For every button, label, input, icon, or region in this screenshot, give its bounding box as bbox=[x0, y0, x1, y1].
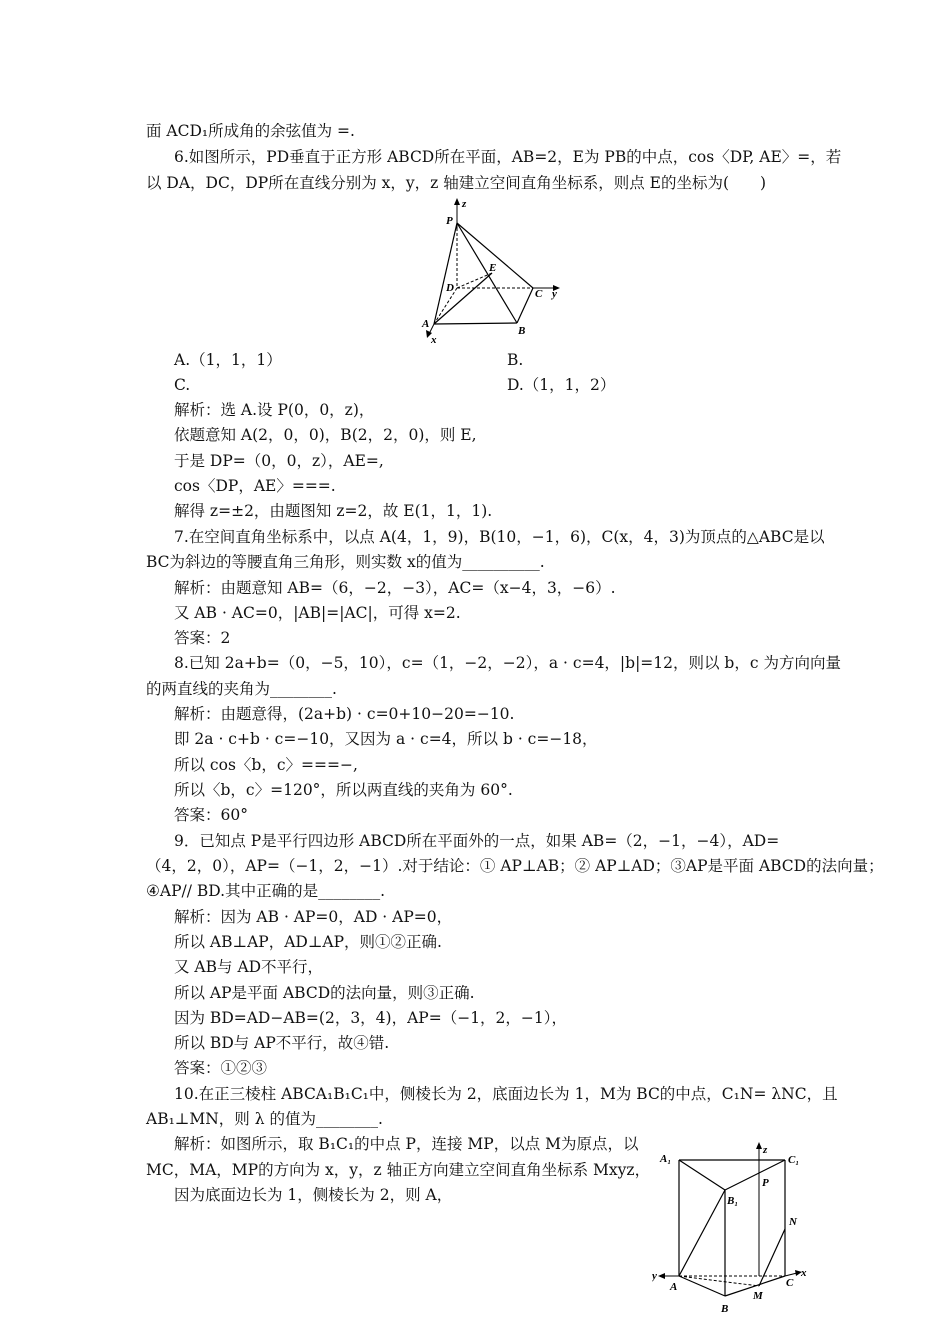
text-line: 又 AB · AC=0，|AB|=|AC|，可得 x=2. bbox=[174, 604, 461, 622]
option-c: C. bbox=[174, 376, 191, 394]
text-line: 因为底面边长为 1，侧棱长为 2，则 A， bbox=[174, 1186, 453, 1204]
label-c: C bbox=[535, 288, 543, 300]
label-c1: C₁ bbox=[788, 1154, 800, 1166]
label-c: C bbox=[786, 1277, 794, 1289]
text-line: 于是 DP=（0，0，z），AE=, bbox=[174, 452, 384, 470]
label-a: A bbox=[422, 318, 430, 330]
question-8: 8.已知 2a+b=（0，−5，10），c=（1，−2，−2），a · c=4，|b|=12，则以 b，c 为方向向量 bbox=[174, 654, 841, 672]
label-z: z bbox=[763, 1144, 768, 1156]
question-10: 10.在正三棱柱 ABCA₁B₁C₁中，侧棱长为 2，底面边长为 1，M为 BC的中点，C₁N= λNC，且 bbox=[174, 1085, 838, 1103]
text-line: 所以 AP是平面 ABCD的法向量，则③正确. bbox=[174, 984, 475, 1002]
label-b1: B₁ bbox=[727, 1195, 739, 1207]
text-line: 面 ACD₁所成角的余弦值为 =. bbox=[146, 122, 355, 140]
text-line: 即 2a · c+b · c=−10，又因为 a · c=4，所以 b · c=−18， bbox=[174, 730, 598, 748]
text-line: cos〈DP，AE〉===. bbox=[174, 477, 336, 495]
label-a1: A₁ bbox=[660, 1153, 672, 1165]
text-line: 的两直线的夹角为________. bbox=[146, 680, 337, 698]
label-p: P bbox=[446, 215, 453, 227]
text-line: 所以〈b，c〉=120°，所以两直线的夹角为 60°. bbox=[174, 781, 513, 799]
text-line: 解析：因为 AB · AP=0，AD · AP=0， bbox=[174, 908, 453, 926]
text-line: （4，2，0），AP=（−1，2，−1）.对于结论：① AP⊥AB；② AP⊥AD；③AP是平面 ABCD的法向量； bbox=[146, 857, 884, 875]
text-line: BC为斜边的等腰直角三角形，则实数 x的值为__________. bbox=[146, 553, 545, 571]
text-line: 解析：由题意知 AB=（6，−2，−3），AC=（x−4，3，−6）. bbox=[174, 579, 616, 597]
label-b: B bbox=[721, 1303, 729, 1315]
text-line: ④AP// BD.其中正确的是________. bbox=[146, 882, 386, 900]
option-b: B. bbox=[507, 351, 524, 369]
label-a: A bbox=[670, 1281, 678, 1293]
text-line: 因为 BD=AD−AB=(2，3，4)，AP=（−1，2，−1）， bbox=[174, 1009, 568, 1027]
text-line: 以 DA，DC，DP所在直线分别为 x，y，z 轴建立空间直角坐标系，则点 E的坐标为( ) bbox=[146, 174, 767, 192]
text-line: 所以 AB⊥AP，AD⊥AP，则①②正确. bbox=[174, 933, 442, 951]
label-b: B bbox=[518, 325, 526, 337]
text-line: 所以 cos〈b，c〉===−, bbox=[174, 756, 358, 774]
text-line: 所以 BD与 AP不平行，故④错. bbox=[174, 1034, 390, 1052]
text-line: AB₁⊥MN，则 λ 的值为________. bbox=[146, 1110, 383, 1128]
label-x: x bbox=[801, 1267, 807, 1279]
option-a: A.（1，1，1） bbox=[174, 351, 282, 369]
text-line: 解析：选 A.设 P(0，0，z)， bbox=[174, 401, 375, 419]
label-d: D bbox=[446, 282, 454, 294]
text-line: 依题意知 A(2，0，0)，B(2，2，0)，则 E, bbox=[174, 426, 477, 444]
label-m: M bbox=[753, 1290, 763, 1302]
text-line: 解析：如图所示，取 B₁C₁的中点 P，连接 MP，以点 M为原点，以 bbox=[174, 1135, 639, 1153]
text-line: 又 AB与 AD不平行， bbox=[174, 958, 324, 976]
question-6: 6.如图所示，PD垂直于正方形 ABCD所在平面，AB=2，E为 PB的中点，cos〈DP, AE〉=，若 bbox=[174, 148, 842, 166]
text-line: 解得 z=±2，由题图知 z=2，故 E(1，1，1). bbox=[174, 502, 493, 520]
label-y: y bbox=[652, 1270, 657, 1282]
prism-figure bbox=[652, 1136, 812, 1326]
option-d: D.（1，1，2） bbox=[507, 376, 616, 394]
answer: 答案：2 bbox=[174, 629, 231, 647]
text-line: MC，MA，MP的方向为 x，y，z 轴正方向建立空间直角坐标系 Mxyz， bbox=[146, 1161, 651, 1179]
answer: 答案：60° bbox=[174, 806, 248, 824]
label-y: y bbox=[552, 288, 557, 300]
pyramid-figure bbox=[412, 196, 572, 348]
label-n: N bbox=[789, 1216, 797, 1228]
label-x: x bbox=[431, 334, 437, 346]
label-e: E bbox=[489, 262, 497, 274]
question-9: 9．已知点 P是平行四边形 ABCD所在平面外的一点，如果 AB=（2，−1，−4），AD= bbox=[174, 832, 780, 850]
label-z: z bbox=[462, 198, 467, 210]
question-7: 7.在空间直角坐标系中，以点 A(4，1，9)，B(10，−1，6)，C(x，4，3)为顶点的△ABC是以 bbox=[174, 528, 825, 546]
text-line: 解析：由题意得，(2a+b) · c=0+10−20=−10. bbox=[174, 705, 515, 723]
label-p: P bbox=[762, 1177, 769, 1189]
answer: 答案：①②③ bbox=[174, 1059, 268, 1077]
